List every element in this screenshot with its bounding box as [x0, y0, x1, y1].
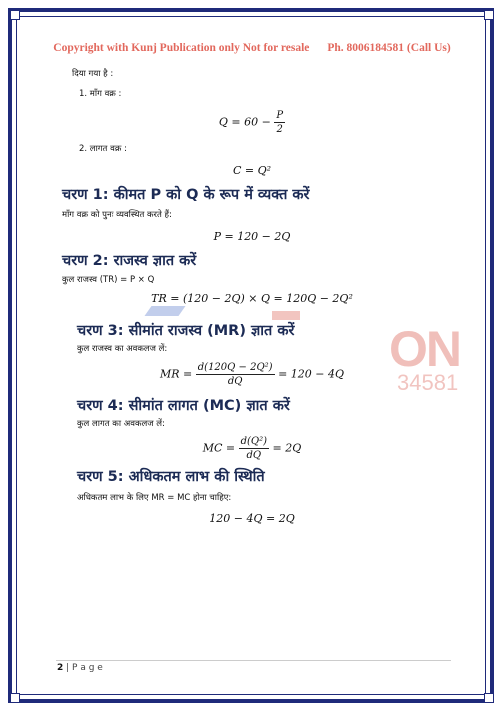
fraction-numerator: P — [276, 110, 284, 121]
step-3-heading: चरण 3: सीमांत राजस्व (MR) ज्ञात करें — [77, 323, 295, 339]
page-label: P a g e — [72, 663, 103, 673]
demand-curve-item: 1. माँग वक्र : — [79, 89, 122, 99]
fraction-numerator: d(120Q − 2Q²) — [197, 362, 273, 373]
mr-eq-fraction — [196, 362, 275, 387]
step-5-heading: चरण 5: अधिकतम लाभ की स्थिति — [77, 469, 265, 485]
fraction-denominator: dQ — [227, 376, 243, 387]
corner-ornament — [10, 10, 20, 20]
demand-equation — [0, 110, 504, 135]
step-2-equation: TR = (120 − 2Q) × Q = 120Q − 2Q² — [151, 292, 353, 305]
cost-curve-item: 2. लागत वक्र : — [79, 144, 127, 154]
corner-ornament — [484, 10, 494, 20]
step-4-text: कुल लागत का अवकलज लें: — [77, 419, 165, 429]
corner-ornament — [10, 693, 20, 703]
step-1-heading: चरण 1: कीमत P को Q के रूप में व्यक्त करें — [62, 187, 310, 203]
page-footer — [57, 663, 103, 673]
fraction-denominator: 2 — [276, 124, 283, 135]
mc-eq-lhs: MC = — [202, 441, 236, 455]
step-4-equation — [0, 436, 504, 461]
step-1-equation: P = 120 − 2Q — [213, 230, 291, 243]
phone-text: Ph. 8006184581 (Call Us) — [327, 42, 451, 54]
footer-divider — [56, 660, 451, 661]
corner-ornament — [484, 693, 494, 703]
mr-eq-rhs: = 120 − 4Q — [278, 367, 344, 381]
step-5-text: अधिकतम लाभ के लिए MR = MC होना चाहिए: — [77, 493, 232, 503]
step-3-equation — [0, 362, 504, 387]
watermark-letters: ON — [389, 321, 460, 377]
copyright-header — [0, 42, 504, 54]
step-4-heading: चरण 4: सीमांत लागत (MC) ज्ञात करें — [77, 398, 290, 414]
mc-eq-fraction — [239, 436, 269, 461]
step-5-equation: 120 − 4Q = 2Q — [209, 512, 295, 525]
step-1-text: माँग वक्र को पुनः व्यवस्थित करते हैं: — [62, 210, 172, 220]
watermark-swoosh — [144, 306, 185, 316]
given-label: दिया गया है : — [72, 69, 114, 79]
step-2-text: कुल राजस्व (TR) = P × Q — [62, 275, 155, 285]
mr-eq-lhs: MR = — [160, 367, 193, 381]
fraction-denominator: dQ — [246, 450, 262, 461]
cost-equation: C = Q² — [232, 164, 272, 177]
step-2-heading: चरण 2: राजस्व ज्ञात करें — [62, 253, 197, 269]
watermark-bar — [272, 311, 300, 320]
copyright-text: Copyright with Kunj Publication only Not for resale — [53, 42, 310, 54]
demand-eq-fraction — [274, 110, 285, 135]
demand-eq-lhs: Q = 60 − — [218, 115, 271, 129]
mc-eq-rhs: = 2Q — [272, 441, 302, 455]
page-number: 2 — [57, 663, 64, 673]
fraction-numerator: d(Q²) — [240, 436, 268, 447]
footer-separator: | — [63, 663, 73, 673]
step-3-text: कुल राजस्व का अवकलज लें: — [77, 344, 168, 354]
watermark-number: 34581 — [397, 370, 459, 395]
